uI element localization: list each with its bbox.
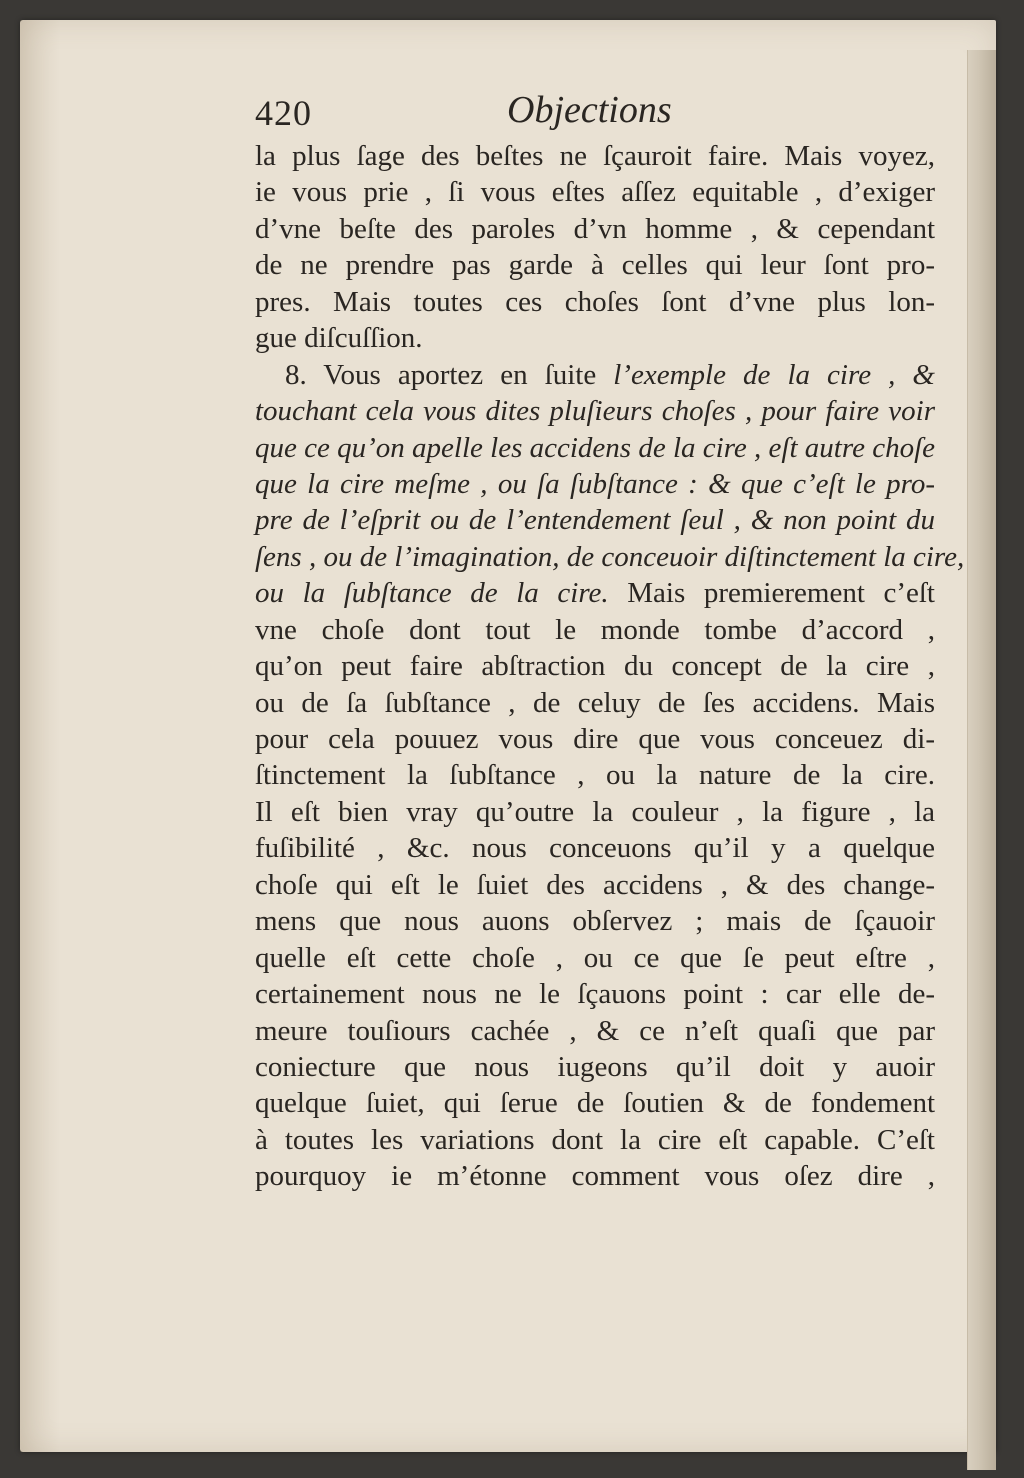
text-line: pourquoy ie m’étonne comment vous oſez dire , (255, 1160, 935, 1193)
text-line (255, 575, 935, 611)
text-line: touchant cela vous dites pluſieurs choſes , pour faire voir (255, 395, 935, 428)
text-line: pres. Mais toutes ces choſes ſont d’vne plus lon- (255, 285, 935, 318)
body-text (255, 138, 965, 1195)
page-header (255, 88, 935, 138)
gutter-shadow (20, 20, 60, 1452)
text-line: de ne prendre pas garde à celles qui leur ſont pro- (255, 249, 935, 282)
next-page-edge (967, 50, 996, 1470)
text-line: quelque ſuiet, qui ſerue de ſoutien & de fondement (255, 1087, 935, 1120)
text-line: d’vne beſte des paroles d’vn homme , & cependant (255, 212, 935, 245)
text-line: ſens , ou de l’imagination, de conceuoir diſtinctement la cire, (255, 540, 965, 573)
text-line: ie vous prie , ſi vous eſtes aſſez equitable , d’exiger (255, 176, 935, 209)
roman-run: Mais premierement c’eſt (627, 577, 935, 610)
roman-run: 8. Vous aportez en ſuite (285, 358, 614, 391)
text-line: certainement nous ne le ſçauons point : car elle de- (255, 978, 935, 1011)
text-line: pre de l’eſprit ou de l’entendement ſeul , & non point du (255, 504, 935, 537)
page-number: 420 (255, 93, 312, 133)
text-line: qu’on peut faire abſtraction du concept de la cire , (255, 650, 935, 683)
italic-run: l’exemple de la cire , & (613, 358, 935, 391)
italic-run: ou la ſubſtance de la cire. (255, 577, 628, 610)
text-line: coniecture que nous iugeons qu’il doit y auoir (255, 1050, 935, 1083)
text-line: quelle eſt cette choſe , ou ce que ſe peut eſtre , (255, 941, 935, 974)
text-line: à toutes les variations dont la cire eſt capable. C’eſt (255, 1123, 935, 1156)
text-line: gue diſcuſſion. (255, 322, 423, 355)
text-line (255, 357, 935, 393)
text-line: Il eſt bien vray qu’outre la couleur , la figure , la (255, 795, 935, 828)
text-line: fuſibilité , &c. nous conceuons qu’il y a quelque (255, 832, 935, 865)
text-line: choſe qui eſt le ſuiet des accidens , & des change- (255, 868, 935, 901)
running-title: Objections (507, 89, 672, 131)
text-line: que la cire meſme , ou ſa ſubſtance : & que c’eſt le pro- (255, 467, 935, 500)
text-line: mens que nous auons obſervez ; mais de ſçauoir (255, 905, 935, 938)
text-line: ſtinctement la ſubſtance , ou la nature de la cire. (255, 759, 935, 792)
text-line: pour cela pouuez vous dire que vous conceuez di- (255, 723, 935, 755)
text-line: meure touſiours cachée , & ce n’eſt quaſi que par (255, 1014, 935, 1047)
text-line: vne choſe dont tout le monde tombe d’accord , (255, 613, 935, 646)
text-line: la plus ſage des beſtes ne ſçauroit faire. Mais voyez, (255, 140, 935, 172)
text-line: ou de ſa ſubſtance , de celuy de ſes accidens. Mais (255, 686, 935, 719)
text-line: que ce qu’on apelle les accidens de la cire , eſt autre choſe (255, 431, 935, 464)
